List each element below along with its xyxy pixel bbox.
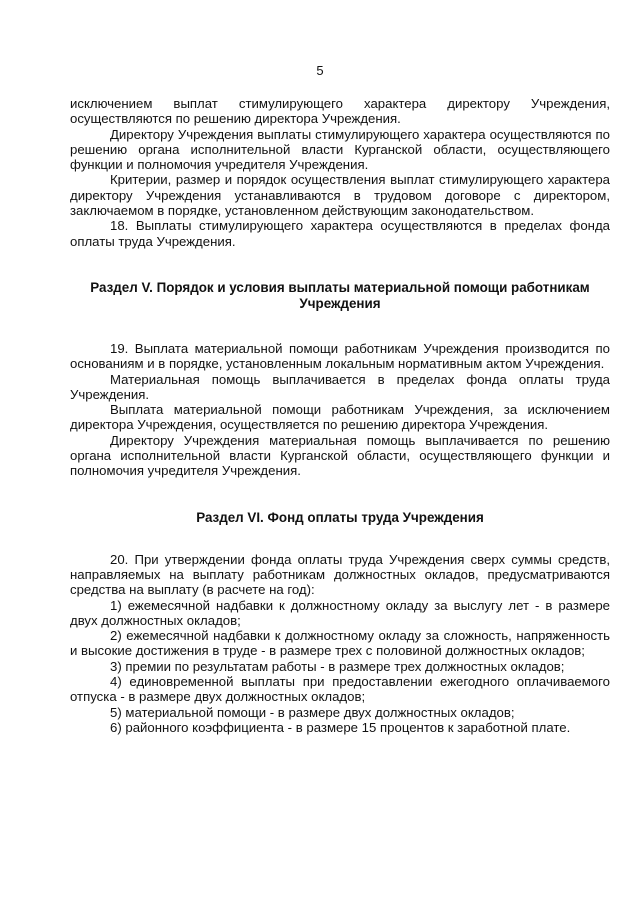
section-heading-5: Раздел V. Порядок и условия выплаты материальной помощи работникам Учреждения [90, 279, 590, 311]
list-item: 2) ежемесячной надбавки к должностному окладу за сложность, напряженность и высокие достижения в труде - в размере трех с половиной должностных окладов; [70, 628, 610, 659]
paragraph-clause-20: 20. При утверждении фонда оплаты труда Учреждения сверх суммы средств, направляемых на выплату работникам должностных окладов, предусматриваются средства на выплату (в расчете на год): [70, 551, 610, 598]
page-number: 5 [316, 63, 324, 78]
list-item: 4) единовременной выплаты при предоставлении ежегодного оплачиваемого отпуска - в размере двух должностных окладов; [70, 674, 610, 705]
paragraph: Директору Учреждения выплаты стимулирующего характера осуществляются по решению органа исполнительной власти Курганской области, осуществляющего функции и полномочия учредителя Учреждения. [70, 126, 610, 173]
paragraph: Выплата материальной помощи работникам Учреждения, за исключением директора Учреждения, осуществляется по решению директора Учреждения. [70, 402, 610, 433]
list-item: 1) ежемесячной надбавки к должностному окладу за выслугу лет - в размере двух должностных окладов; [70, 597, 610, 628]
list-item: 5) материальной помощи - в размере двух должностных окладов; [110, 704, 515, 720]
paragraph-clause-18: 18. Выплаты стимулирующего характера осуществляются в пределах фонда оплаты труда Учреждения. [70, 218, 610, 249]
list-item: 6) районного коэффициента - в размере 15 процентов к заработной плате. [110, 719, 571, 735]
paragraph: Директору Учреждения материальная помощь выплачивается по решению органа исполнительной власти Курганской области, осуществляющего функции и полномочия учредителя Учреждения. [70, 432, 610, 479]
section-heading-6: Раздел VI. Фонд оплаты труда Учреждения [196, 509, 484, 525]
paragraph-continuation: исключением выплат стимулирующего характера директору Учреждения, осуществляются по решению директора Учреждения. [70, 96, 610, 127]
paragraph: Материальная помощь выплачивается в пределах фонда оплаты труда Учреждения. [70, 371, 610, 402]
document-body [70, 96, 610, 735]
paragraph: Критерии, размер и порядок осуществления выплат стимулирующего характера директору Учреждения устанавливаются в трудовом договоре с директором, заключаемом в порядке, установленном действующим законодательством. [70, 172, 610, 219]
paragraph-clause-19: 19. Выплата материальной помощи работникам Учреждения производится по основаниям и в порядке, установленным локальным нормативным актом Учреждения. [70, 340, 610, 372]
list-item: 3) премии по результатам работы - в размере трех должностных окладов; [110, 658, 565, 674]
